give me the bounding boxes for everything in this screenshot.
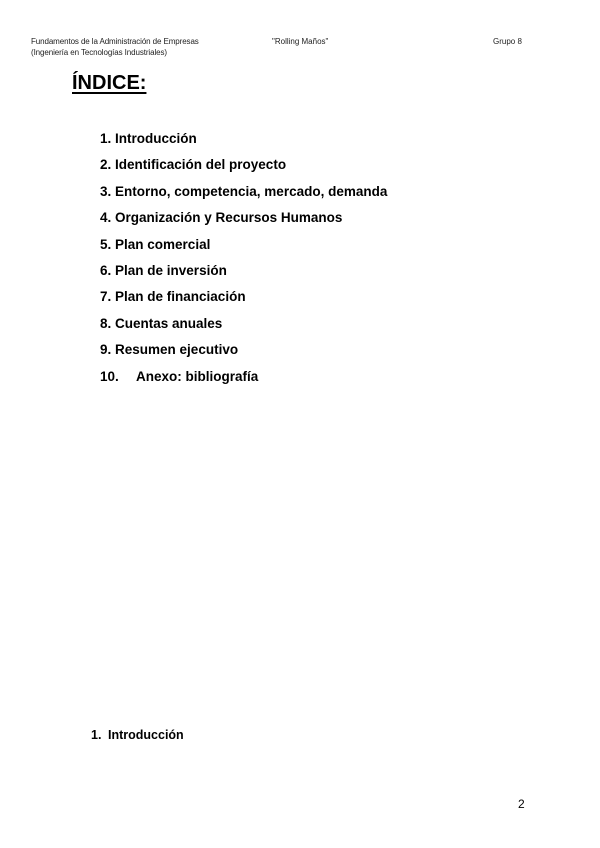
section-heading (91, 728, 184, 742)
page-number: 2 (518, 797, 525, 811)
header-course-line1: Fundamentos de la Administración de Empresas (31, 37, 199, 46)
toc-item[interactable] (100, 367, 387, 393)
toc-item[interactable] (100, 314, 387, 340)
toc-item-label: Entorno, competencia, mercado, demanda (115, 183, 388, 199)
table-of-contents (100, 129, 387, 393)
header-group: Grupo 8 (493, 37, 522, 46)
header-course (31, 36, 199, 58)
header-project-name: "Rolling Maños" (272, 37, 329, 46)
header-course-line2: (Ingeniería en Tecnologías Industriales) (31, 48, 167, 57)
section-heading-label: Introducción (108, 728, 184, 742)
toc-item-number: 3. (100, 183, 112, 199)
toc-item-label: Anexo: bibliografía (136, 368, 259, 384)
toc-item-number: 1. (100, 131, 112, 146)
toc-item-label: Resumen ejecutivo (115, 342, 239, 358)
toc-item-number: 4. (100, 210, 112, 226)
toc-item-label: Organización y Recursos Humanos (115, 210, 343, 226)
toc-item[interactable] (100, 287, 387, 313)
toc-item[interactable] (100, 129, 387, 155)
toc-item-number: 8. (100, 315, 112, 331)
toc-item[interactable] (100, 208, 387, 234)
toc-item-number: 2. (100, 157, 112, 173)
toc-item-label: Plan comercial (115, 236, 211, 252)
toc-item-label: Identificación del proyecto (115, 157, 287, 173)
toc-item[interactable] (100, 182, 387, 208)
toc-item-label: Plan de inversión (115, 262, 227, 278)
toc-item[interactable] (100, 261, 387, 287)
section-heading-number: 1. (91, 728, 102, 742)
toc-item[interactable] (100, 340, 387, 366)
toc-item-number: 5. (100, 236, 112, 252)
toc-item-label: Plan de financiación (115, 289, 246, 305)
toc-item-number: 10. (100, 368, 119, 384)
toc-item-number: 9. (100, 342, 112, 358)
toc-item[interactable] (100, 155, 387, 181)
toc-item[interactable] (100, 235, 387, 261)
toc-item-number: 6. (100, 262, 112, 278)
toc-item-number: 7. (100, 289, 112, 305)
toc-item-label: Cuentas anuales (115, 315, 223, 331)
page-title: ÍNDICE: (72, 72, 147, 94)
toc-item-label: Introducción (115, 131, 197, 146)
